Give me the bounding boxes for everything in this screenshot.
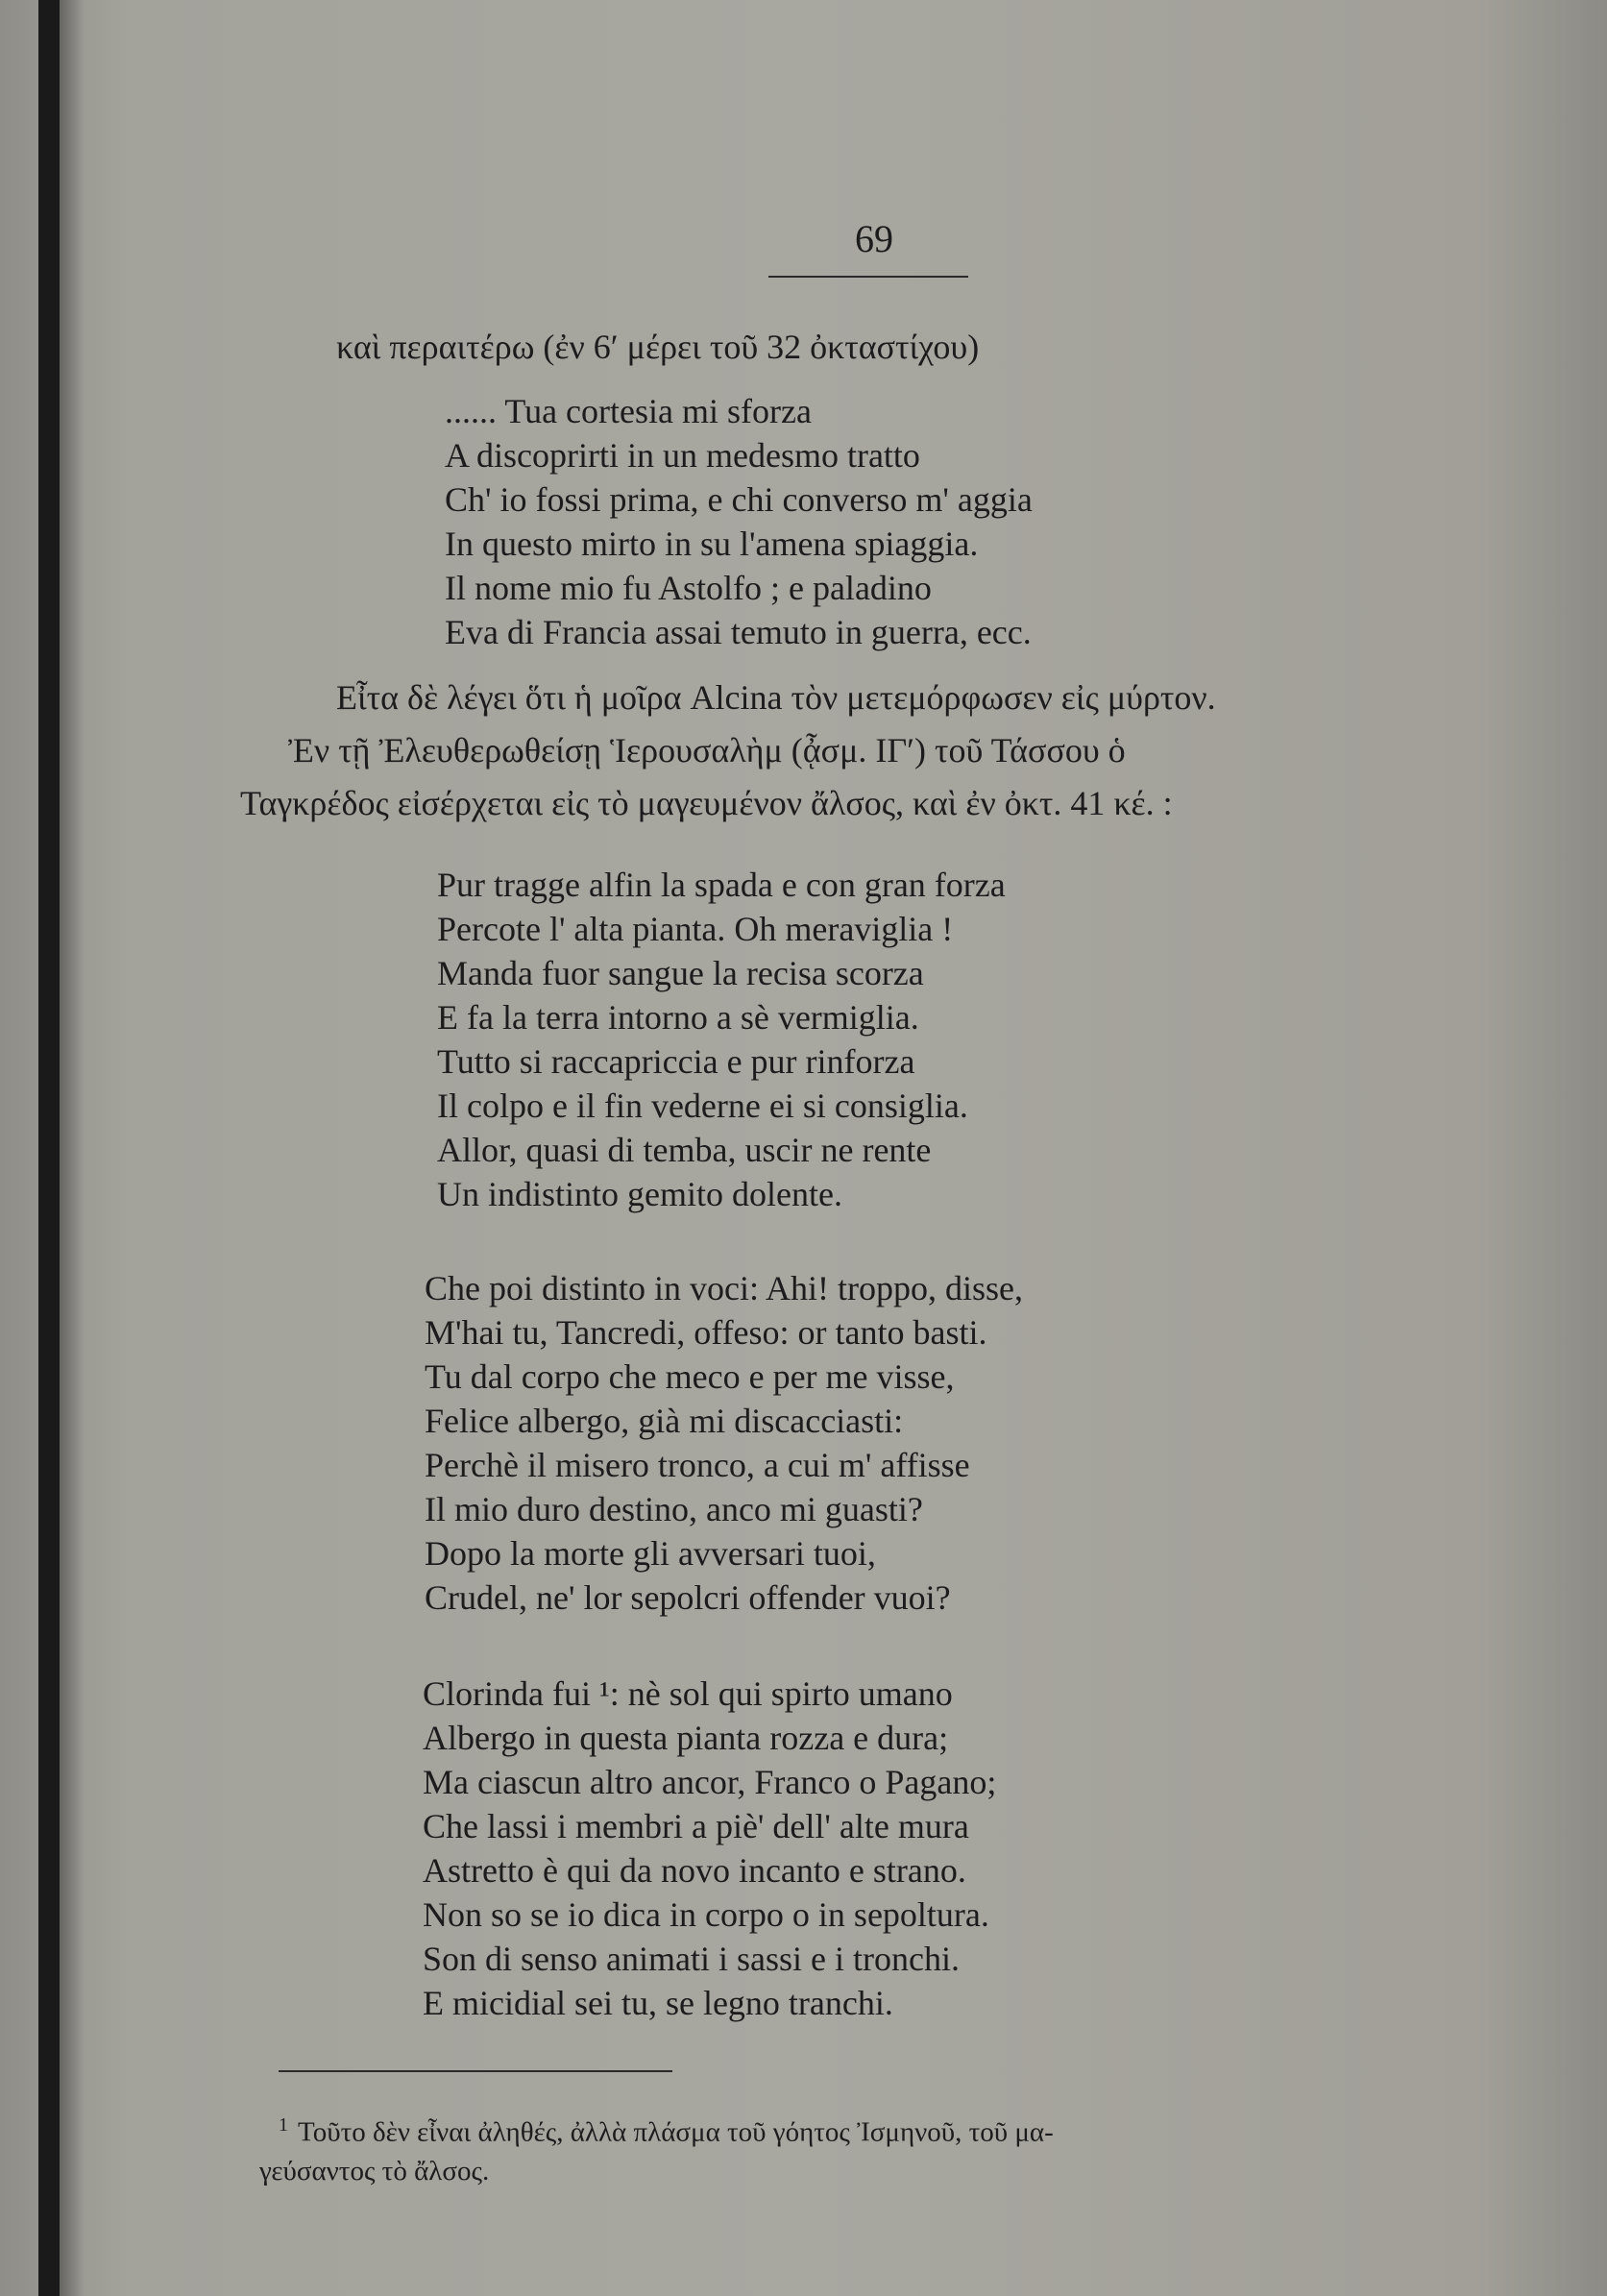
greek-prose-line-2: Ἐν τῇ Ἐλευθερωθείσῃ Ἱερουσαλὴμ (ᾆσμ. ΙΓʹ) τοῦ Τάσσου ὁ: [288, 731, 1126, 769]
verse-line: Che poi distinto in voci: Ahi! troppo, disse,: [425, 1269, 1023, 1307]
verse-line: Allor, quasi di temba, uscir ne rente: [437, 1131, 932, 1169]
verse-line: In questo mirto in su l'amena spiaggia.: [445, 525, 979, 563]
page-number-rule: [768, 276, 968, 278]
verse-line: Son di senso animati i sassi e i tronchi.: [423, 1940, 960, 1978]
verse-line: M'hai tu, Tancredi, offeso: or tanto basti.: [425, 1313, 987, 1352]
verse-line: Astretto è qui da novo incanto e strano.: [423, 1851, 966, 1890]
verse-line: Clorinda fui ¹: nè sol qui spirto umano: [423, 1674, 953, 1713]
stanza-2: [437, 863, 1006, 1216]
verse-line: Il nome mio fu Astolfo ; e paladino: [445, 569, 932, 607]
stanza-1: [445, 389, 1033, 654]
footnote-rule: [279, 2070, 672, 2072]
footnote: [259, 2106, 1431, 2190]
stanza-4: [423, 1672, 996, 2025]
verse-line: Pur tragge alfin la spada e con gran forza: [437, 866, 1006, 904]
page-number: 69: [855, 217, 893, 260]
verse-line: Un indistinto gemito dolente.: [437, 1175, 842, 1213]
verse-line: Manda fuor sangue la recisa scorza: [437, 954, 924, 992]
greek-prose-line-1: Εἶτα δὲ λέγει ὅτι ἡ μοῖρα Alcina τὸν μετεμόρφωσεν εἰς μύρτον.: [336, 678, 1216, 717]
verse-line: Ma ciascun altro ancor, Franco o Pagano;: [423, 1763, 997, 1801]
verse-line: Perchè il misero tronco, a cui m' affisse: [425, 1446, 970, 1484]
verse-line: ...... Tua cortesia mi sforza: [445, 392, 812, 430]
verse-line: Non so se io dica in corpo o in sepoltura.: [423, 1895, 989, 1934]
greek-prose-line-3: Ταγκρέδος εἰσέρχεται εἰς τὸ μαγευμένον ἄλσος, καὶ ἐν ὀκτ. 41 κέ. :: [240, 784, 1173, 822]
verse-line: E micidial sei tu, se legno tranchi.: [423, 1984, 893, 2022]
footnote-line-1: [279, 2106, 1431, 2152]
footnote-mark: 1: [279, 2114, 288, 2136]
book-binding-edge: [38, 0, 60, 2296]
verse-line: Eva di Francia assai temuto in guerra, ecc.: [445, 613, 1032, 651]
verse-line: Dopo la morte gli avversari tuoi,: [425, 1534, 876, 1573]
binding-shadow: [60, 0, 85, 2296]
verse-line: E fa la terra intorno a sè vermiglia.: [437, 998, 919, 1037]
footnote-text-2: γεύσαντος τὸ ἄλσος.: [259, 2155, 490, 2186]
footnote-text-1: Τοῦτο δὲν εἶναι ἀληθές, ἀλλὰ πλάσμα τοῦ γόητος Ἰσμηνοῦ, τοῦ μα-: [298, 2116, 1054, 2148]
verse-line: Crudel, ne' lor sepolcri offender vuoi?: [425, 1578, 951, 1617]
intro-line: καὶ περαιτέρω (ἐν 6ʹ μέρει τοῦ 32 ὀκταστίχου): [336, 328, 980, 366]
verse-line: Ch' io fossi prima, e chi converso m' aggia: [445, 480, 1033, 519]
verse-line: Il mio duro destino, anco mi guasti?: [425, 1490, 923, 1528]
verse-line: Il colpo e il fin vederne ei si consiglia.: [437, 1087, 968, 1125]
stanza-3: [425, 1266, 1023, 1620]
verse-line: Tutto si raccapriccia e pur rinforza: [437, 1042, 915, 1081]
verse-line: Percote l' alta pianta. Oh meraviglia !: [437, 910, 954, 948]
verse-line: Felice albergo, già mi discacciasti:: [425, 1402, 904, 1440]
verse-line: A discoprirti in un medesmo tratto: [445, 436, 920, 475]
verse-line: Che lassi i membri a piè' dell' alte mura: [423, 1807, 969, 1845]
verse-line: Albergo in questa pianta rozza e dura;: [423, 1719, 949, 1757]
verse-line: Tu dal corpo che meco e per me visse,: [425, 1357, 955, 1396]
